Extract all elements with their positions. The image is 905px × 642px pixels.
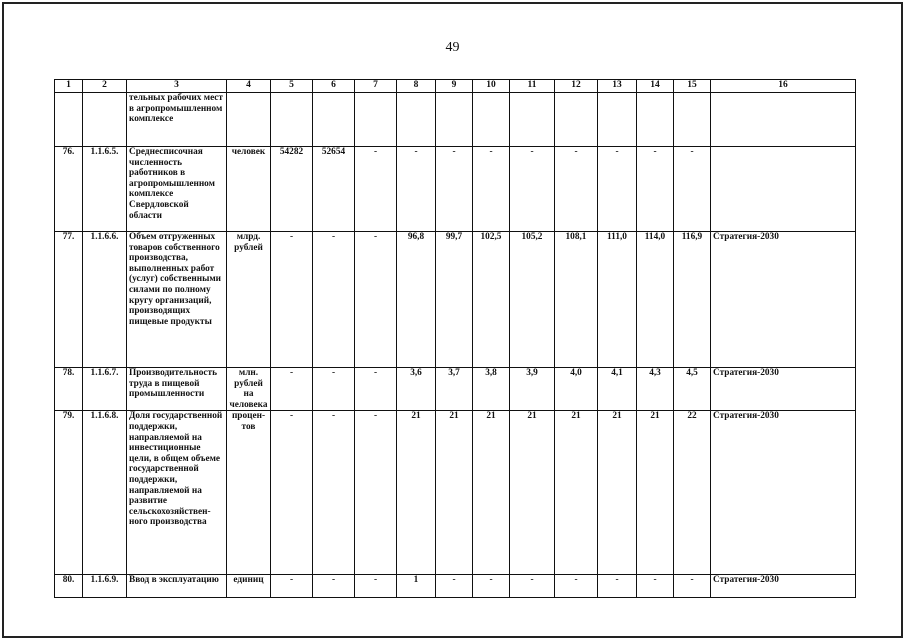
indicator-name: тельных рабочих мест в агропромышленном комплексе xyxy=(127,93,227,147)
column-header: 16 xyxy=(711,80,856,93)
value-cell: - xyxy=(555,147,598,232)
unit: процен-тов xyxy=(227,411,271,575)
value-cell: 54282 xyxy=(271,147,313,232)
column-header: 4 xyxy=(227,80,271,93)
column-header: 14 xyxy=(637,80,674,93)
value-cell: 111,0 xyxy=(598,232,637,368)
indicator-code: 1.1.6.5. xyxy=(83,147,127,232)
column-header: 2 xyxy=(83,80,127,93)
value-cell: - xyxy=(637,147,674,232)
value-cell: - xyxy=(355,232,397,368)
value-cell xyxy=(598,93,637,147)
column-header: 3 xyxy=(127,80,227,93)
value-cell xyxy=(510,93,555,147)
value-cell: - xyxy=(271,368,313,411)
source-document xyxy=(711,147,856,232)
value-cell: - xyxy=(397,147,436,232)
indicator-code: 1.1.6.7. xyxy=(83,368,127,411)
unit: человек xyxy=(227,147,271,232)
page-number: 49 xyxy=(445,40,460,55)
column-header: 12 xyxy=(555,80,598,93)
value-cell: - xyxy=(355,411,397,575)
row-number xyxy=(55,93,83,147)
value-cell: 3,8 xyxy=(473,368,510,411)
value-cell: 21 xyxy=(510,411,555,575)
value-cell: 21 xyxy=(555,411,598,575)
value-cell xyxy=(436,93,473,147)
value-cell: - xyxy=(555,575,598,598)
table-row xyxy=(55,147,856,232)
column-header: 9 xyxy=(436,80,473,93)
value-cell xyxy=(271,93,313,147)
value-cell: 3,6 xyxy=(397,368,436,411)
unit: единиц xyxy=(227,575,271,598)
value-cell: - xyxy=(674,147,711,232)
value-cell xyxy=(637,93,674,147)
indicator-code: 1.1.6.6. xyxy=(83,232,127,368)
column-header: 8 xyxy=(397,80,436,93)
value-cell: - xyxy=(313,368,355,411)
indicator-code: 1.1.6.9. xyxy=(83,575,127,598)
value-cell: - xyxy=(355,575,397,598)
value-cell: 3,7 xyxy=(436,368,473,411)
column-header: 6 xyxy=(313,80,355,93)
row-number: 76. xyxy=(55,147,83,232)
value-cell: 21 xyxy=(473,411,510,575)
value-cell: 4,1 xyxy=(598,368,637,411)
value-cell: - xyxy=(674,575,711,598)
value-cell: - xyxy=(271,411,313,575)
value-cell: - xyxy=(313,411,355,575)
value-cell: 21 xyxy=(436,411,473,575)
value-cell: - xyxy=(473,147,510,232)
value-cell: 105,2 xyxy=(510,232,555,368)
value-cell: 102,5 xyxy=(473,232,510,368)
source-document xyxy=(711,93,856,147)
value-cell xyxy=(555,93,598,147)
table-row xyxy=(55,93,856,147)
column-header: 13 xyxy=(598,80,637,93)
value-cell: 1 xyxy=(397,575,436,598)
value-cell: 21 xyxy=(598,411,637,575)
source-document: Стратегия-2030 xyxy=(711,232,856,368)
value-cell xyxy=(473,93,510,147)
table-row xyxy=(55,411,856,575)
document-page xyxy=(2,2,903,638)
value-cell: 116,9 xyxy=(674,232,711,368)
indicator-name: Объем отгруженных товаров собственного производства, выполненных работ (услуг) собственными силами по полному кругу организаций, производящих пищевые продукты xyxy=(127,232,227,368)
value-cell: - xyxy=(436,575,473,598)
value-cell xyxy=(397,93,436,147)
value-cell: 22 xyxy=(674,411,711,575)
value-cell: 4,0 xyxy=(555,368,598,411)
value-cell: 52654 xyxy=(313,147,355,232)
value-cell: 4,5 xyxy=(674,368,711,411)
indicator-code: 1.1.6.8. xyxy=(83,411,127,575)
value-cell: 21 xyxy=(397,411,436,575)
value-cell: - xyxy=(313,232,355,368)
source-document: Стратегия-2030 xyxy=(711,368,856,411)
indicator-name: Среднесписочная численность работников в агропромышленном комплексе Свердловской области xyxy=(127,147,227,232)
column-header: 11 xyxy=(510,80,555,93)
value-cell: - xyxy=(473,575,510,598)
value-cell: - xyxy=(510,575,555,598)
value-cell: 96,8 xyxy=(397,232,436,368)
value-cell: 99,7 xyxy=(436,232,473,368)
value-cell: - xyxy=(313,575,355,598)
column-header: 15 xyxy=(674,80,711,93)
indicator-name: Доля государственной поддержки, направляемой на инвестиционные цели, в общем объеме государственной поддержки, направляемой на развитие сельскохозяйствен-ного производства xyxy=(127,411,227,575)
table-row xyxy=(55,575,856,598)
table-row xyxy=(55,368,856,411)
column-header: 5 xyxy=(271,80,313,93)
value-cell: - xyxy=(510,147,555,232)
indicator-name: Производительность труда в пищевой промышленности xyxy=(127,368,227,411)
value-cell xyxy=(674,93,711,147)
value-cell xyxy=(313,93,355,147)
source-document: Стратегия-2030 xyxy=(711,575,856,598)
row-number: 78. xyxy=(55,368,83,411)
value-cell: 4,3 xyxy=(637,368,674,411)
value-cell: - xyxy=(598,147,637,232)
unit xyxy=(227,93,271,147)
row-number: 77. xyxy=(55,232,83,368)
value-cell: - xyxy=(271,232,313,368)
value-cell: - xyxy=(637,575,674,598)
row-number: 79. xyxy=(55,411,83,575)
unit: млрд. рублей xyxy=(227,232,271,368)
value-cell: 108,1 xyxy=(555,232,598,368)
unit: млн. рублей на человека xyxy=(227,368,271,411)
value-cell: - xyxy=(436,147,473,232)
column-header: 10 xyxy=(473,80,510,93)
header-row xyxy=(55,80,856,93)
column-header: 7 xyxy=(355,80,397,93)
value-cell: - xyxy=(355,147,397,232)
source-document: Стратегия-2030 xyxy=(711,411,856,575)
row-number: 80. xyxy=(55,575,83,598)
indicators-table xyxy=(54,79,856,598)
value-cell: 21 xyxy=(637,411,674,575)
column-header: 1 xyxy=(55,80,83,93)
value-cell: 3,9 xyxy=(510,368,555,411)
indicator-name: Ввод в эксплуатацию xyxy=(127,575,227,598)
value-cell xyxy=(355,93,397,147)
value-cell: 114,0 xyxy=(637,232,674,368)
value-cell: - xyxy=(598,575,637,598)
table-row xyxy=(55,232,856,368)
indicator-code xyxy=(83,93,127,147)
value-cell: - xyxy=(271,575,313,598)
value-cell: - xyxy=(355,368,397,411)
